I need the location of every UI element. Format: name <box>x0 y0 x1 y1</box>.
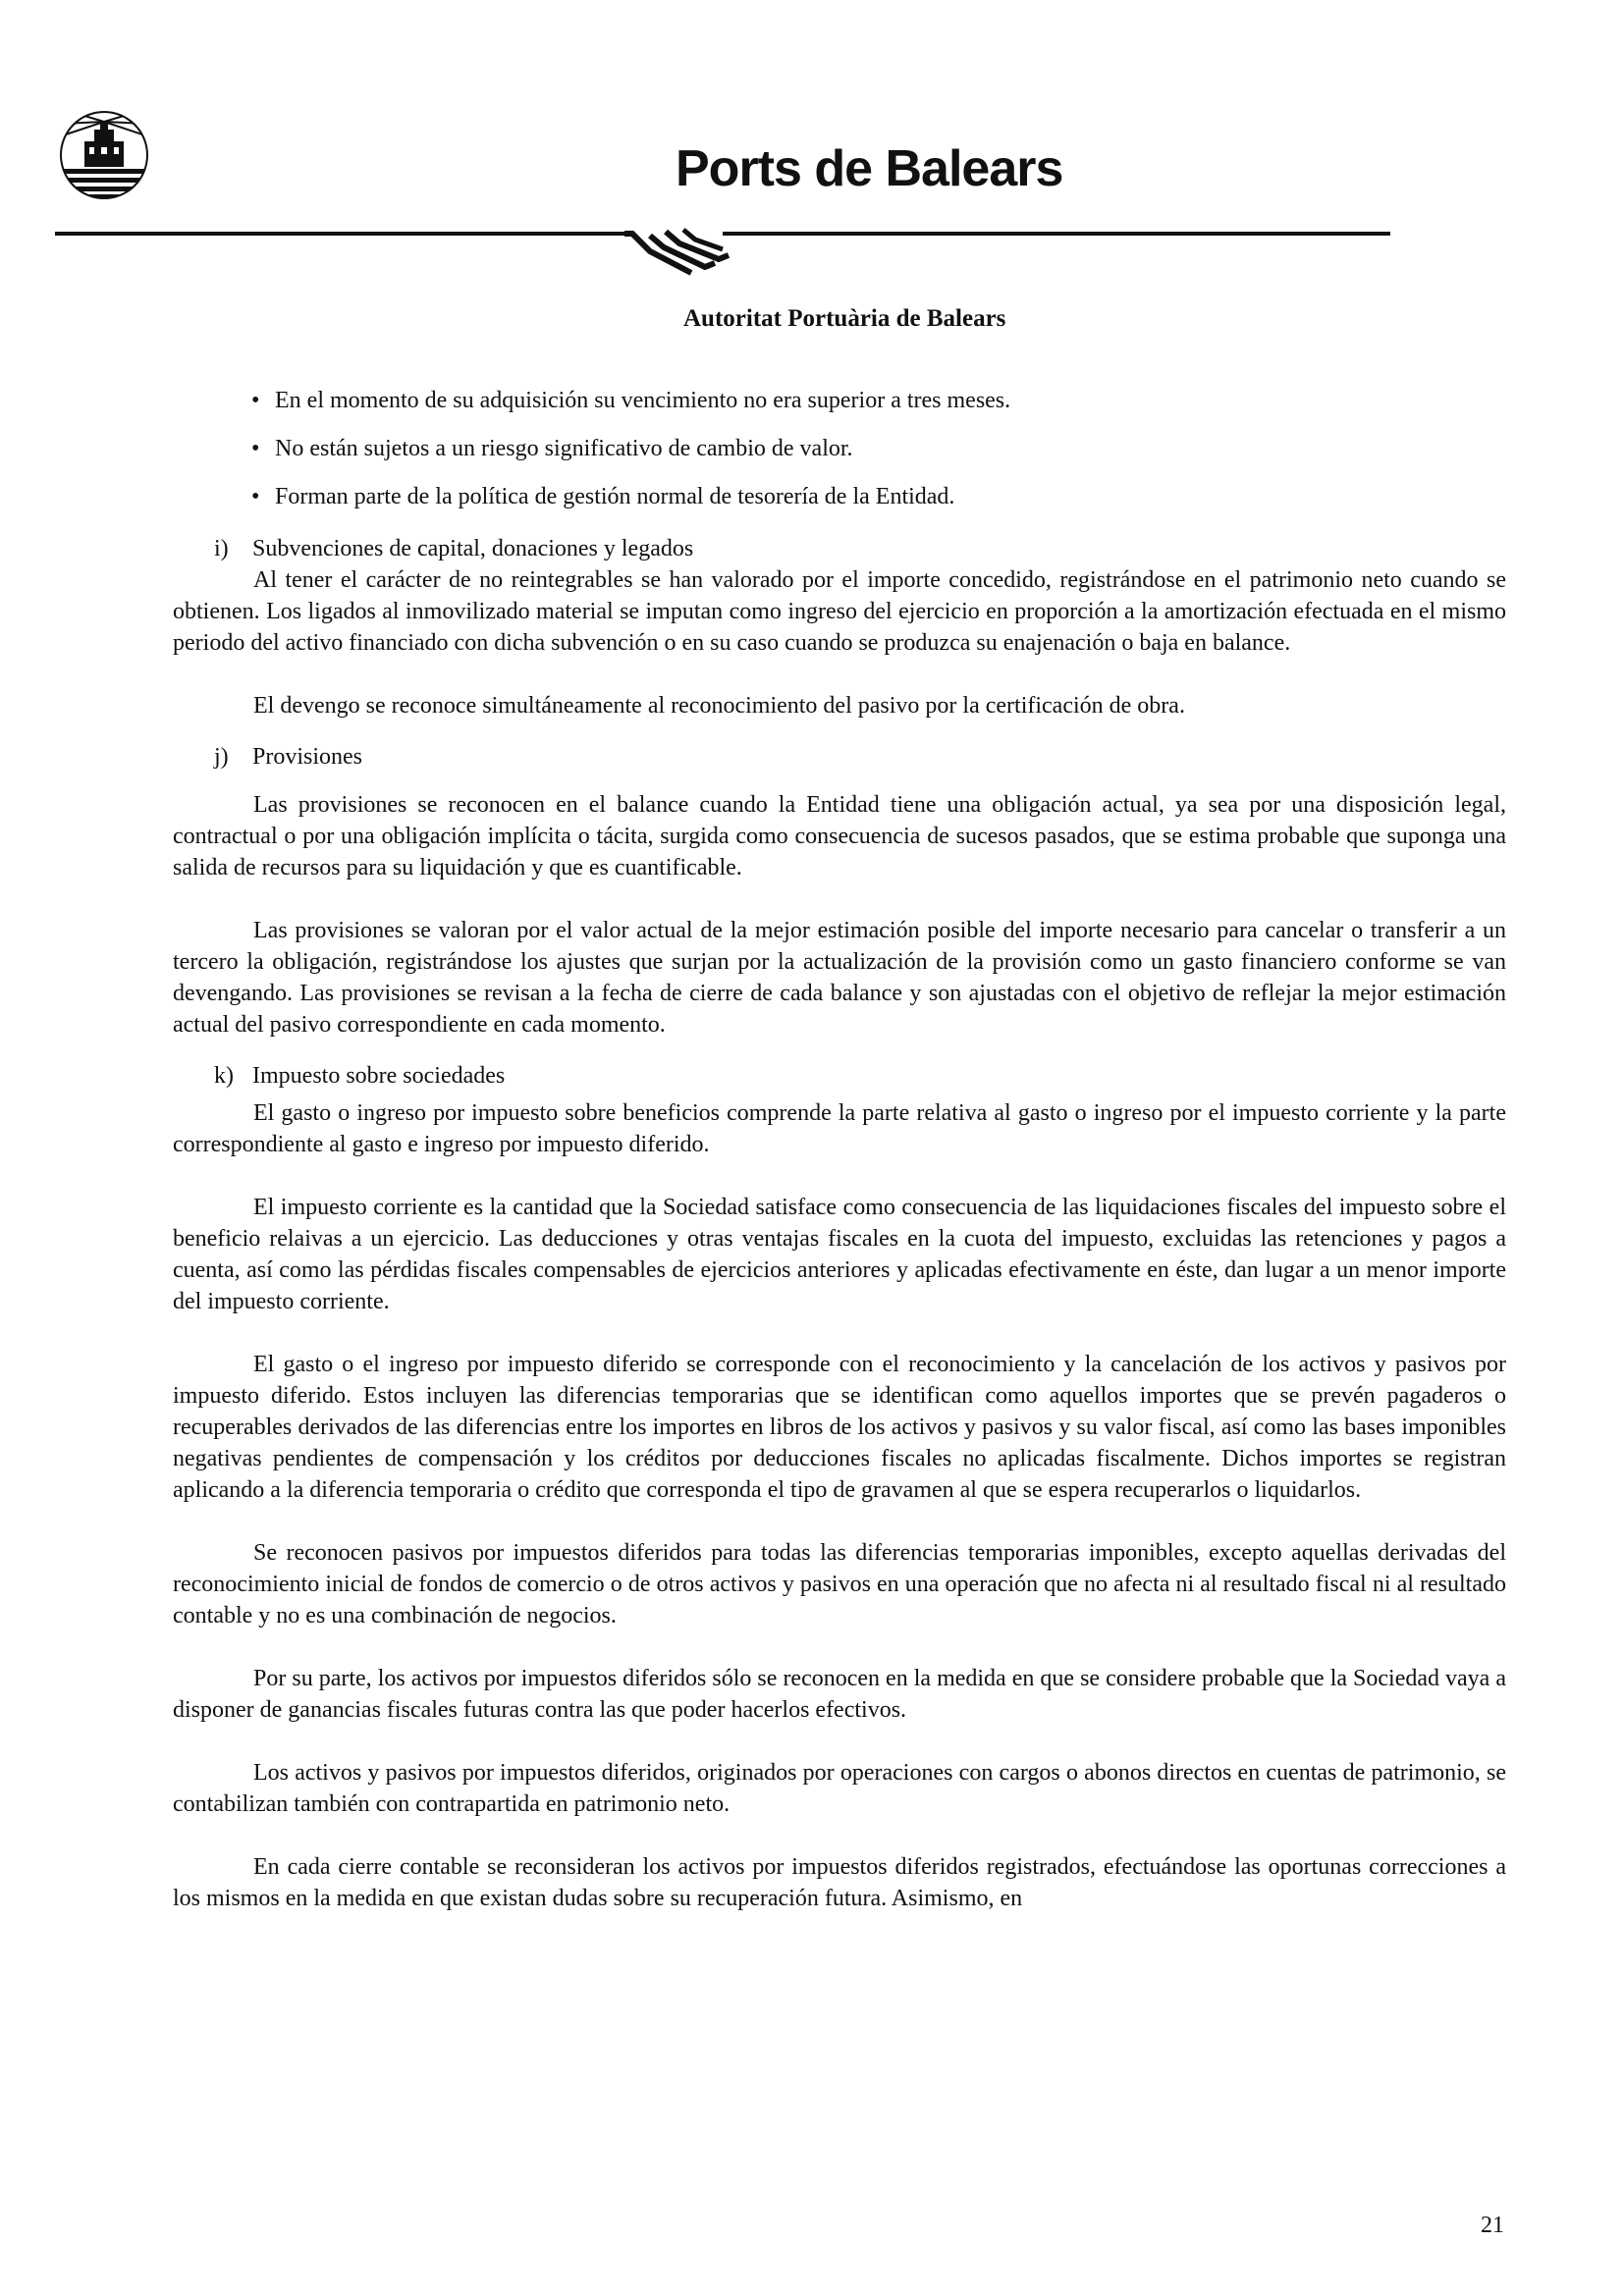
lighthouse-logo-icon <box>55 102 153 200</box>
bullet-text: No están sujetos a un riesgo significativo de cambio de valor. <box>275 436 853 461</box>
paragraph: El gasto o el ingreso por impuesto diferido se corresponde con el reconocimiento y la cancelación de los activos y pasivos por impuesto diferido. Estos incluyen las diferencias temporarias que se identifican como aquellos importes que se prevén pagaderos o recuperables derivados de las diferencias entre los importes en libros de los activos y pasivos y su valor fiscal, así como las bases imponibles negativas pendientes de compensación y los créditos por deducciones fiscales no aplicadas fiscalmente. Dichos importes se registran aplicando a la diferencia temporaria o crédito que corresponda el tipo de gravamen al que se espera recuperarlos o liquidarlos. <box>173 1352 1506 1503</box>
paragraph: Por su parte, los activos por impuestos diferidos sólo se reconocen en la medida en que se considere probable que la Sociedad vaya a disponer de ganancias fiscales futuras contra las que poder hacerlos efectivos. <box>173 1666 1506 1723</box>
section-heading <box>173 1060 1506 1092</box>
bullet-marker: • <box>251 388 260 413</box>
section-label: k) <box>214 1063 234 1089</box>
list-item <box>173 433 1506 464</box>
list-item <box>173 481 1506 512</box>
section-label: i) <box>214 536 229 561</box>
paragraph: El devengo se reconoce simultáneamente al reconocimiento del pasivo por la certificación de obra. <box>253 693 1185 719</box>
section-label: j) <box>214 744 229 770</box>
section-heading <box>173 741 1506 773</box>
section-title: Impuesto sobre sociedades <box>252 1063 506 1089</box>
header-rule <box>55 222 1390 281</box>
document-body <box>173 385 1506 1946</box>
paragraph: El impuesto corriente es la cantidad que la Sociedad satisface como consecuencia de las liquidaciones fiscales del impuesto sobre el beneficio relaivas a un ejercicio. Las deducciones y otras ventajas fiscales en la cuota del impuesto, excluidas las retenciones y pagos a cuenta, así como las pérdidas fiscales compensables de ejercicios anteriores y aplicadas efectivamente en éste, dan lugar a un menor importe del impuesto corriente. <box>173 1195 1506 1314</box>
bullet-marker: • <box>251 484 260 509</box>
organization-name: Ports de Balears <box>676 140 1063 197</box>
paragraph: Se reconocen pasivos por impuestos diferidos para todas las diferencias temporarias imponibles, excepto aquellas derivadas del reconocimiento inicial de fondos de comercio o de otros activos y pasivos en una operación que no afecta ni al resultado fiscal ni al resultado contable y no es una combinación de negocios. <box>173 1540 1506 1629</box>
paragraph: El gasto o ingreso por impuesto sobre beneficios comprende la parte relativa al gasto o ingreso por el impuesto corriente y la parte correspondiente al gasto e ingreso por impuesto diferido. <box>173 1100 1506 1157</box>
organization-subtitle: Autoritat Portuària de Balears <box>683 305 1006 332</box>
bullet-marker: • <box>251 436 260 461</box>
bullet-text: Forman parte de la política de gestión normal de tesorería de la Entidad. <box>275 484 955 509</box>
paragraph: Las provisiones se reconocen en el balance cuando la Entidad tiene una obligación actual, ya sea por una disposición legal, contractual o por una obligación implícita o tácita, surgida como consecuencia de sucesos pasados, que se estima probable que suponga una salida de recursos para su liquidación y que es cuantificable. <box>173 792 1506 881</box>
paragraph: Los activos y pasivos por impuestos diferidos, originados por operaciones con cargos o abonos directos en cuentas de patrimonio, se contabilizan también con contrapartida en patrimonio neto. <box>173 1760 1506 1817</box>
paragraph: En cada cierre contable se reconsideran los activos por impuestos diferidos registrados, efectuándose las oportunas correcciones a los mismos en la medida en que existan dudas sobre su recuperación futura. Asimismo, en <box>173 1854 1506 1911</box>
paragraph: Al tener el carácter de no reintegrables se han valorado por el importe concedido, registrándose en el patrimonio neto cuando se obtienen. Los ligados al inmovilizado material se imputan como ingreso del ejercicio en proporción a la amortización efectuada en el mismo periodo del activo financiado con dicha subvención o en su caso cuando se produzca su enajenación o baja en balance. <box>173 567 1506 656</box>
page-number: 21 <box>1481 2213 1504 2238</box>
bullet-text: En el momento de su adquisición su vencimiento no era superior a tres meses. <box>275 388 1011 413</box>
section-title: Provisiones <box>252 744 363 770</box>
paragraph: Las provisiones se valoran por el valor actual de la mejor estimación posible del importe necesario para cancelar o transferir a un tercero la obligación, registrándose los ajustes que surjan por la actualización de la provisión como un gasto financiero conforme se van devengando. Las provisiones se revisan a la fecha de cierre de cada balance y son ajustadas con el objetivo de reflejar la mejor estimación actual del pasivo correspondiente en cada momento. <box>173 918 1506 1038</box>
section-heading <box>173 533 1506 564</box>
list-item <box>173 385 1506 416</box>
section-title: Subvenciones de capital, donaciones y legados <box>252 536 694 561</box>
